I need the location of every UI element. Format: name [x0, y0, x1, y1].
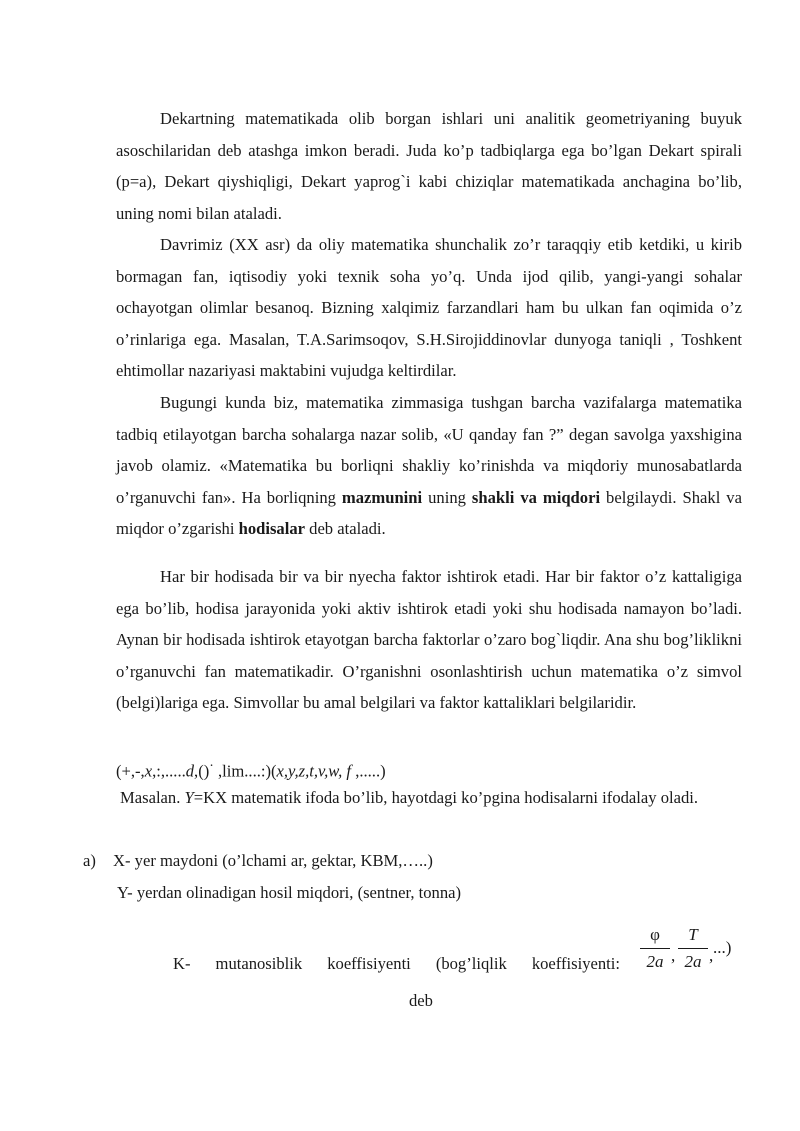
word-deb: deb: [409, 991, 433, 1010]
symbol-text: ,:,.....: [152, 761, 186, 781]
paragraph-text: uning: [422, 487, 472, 507]
fraction-denominator: 2a: [646, 952, 664, 971]
fraction-numerator: T: [688, 925, 698, 944]
bold-term-mazmunini: mazmunini: [341, 487, 423, 507]
paragraph-hodisa: Har bir hodisada bir va bir nyecha faktor ishtirok etadi. Har bir faktor o’z kattaligiga ega bo’lib, hodisa jarayonida yoki aktiv ishtirok etadi yoki shu hodisada namayon bo’ladi. Aynan bir hodisada ishtirok etayotgan barcha faktorlar o’zaro bog`liqdir. Ana shu bog’liklikni o’rganuvchi fan matematikadir. O’rganishni osonlashtirish uchun matematika o’z simvol (belgi)lariga ega. Simvollar bu amal belgilari va faktor kattaliklari belgilaridir.: [116, 567, 742, 713]
symbol-text: ,(): [194, 761, 210, 781]
formula-comma: ,: [709, 946, 714, 965]
symbol-text: ,.....): [351, 761, 386, 781]
paragraph-bugungi: [116, 387, 742, 545]
fraction-t: [678, 924, 708, 973]
fraction-numerator: φ: [650, 925, 660, 944]
symbol-text: x,y,z,t,v,w, f: [276, 761, 352, 781]
symbol-text: x: [144, 761, 153, 781]
paragraph-text: Masalan.: [120, 788, 185, 807]
list-item-y: Y- yerdan olinadigan hosil miqdori, (sentner, tonna): [117, 883, 462, 902]
paragraph-text: Bugungi kunda biz, matematika zimmasiga tushgan barcha vazifalarga matematika tadbiq etilayotgan barcha sohalarga nazar solib, «U qanday fan ?” degan savolga yaxshigina javob olamiz. «Matematika bu borliqni shakliy ko’rinishda va miqdoriy munosabatlarda o’rganuvchi fan». Ha borliqning: [116, 393, 742, 507]
paragraph-text: belgilaydi. Shakl va miqdor o’zgarishi: [116, 487, 742, 539]
fraction-bar: [678, 948, 708, 949]
list-item-text: X- yer maydoni (o’lchami ar, gektar, KBM,…..): [113, 851, 433, 870]
symbol-text: d: [185, 761, 195, 781]
fraction-phi: [640, 924, 670, 973]
bold-term-shakli-miqdori: shakli va miqdori: [471, 487, 601, 507]
bold-term-hodisalar: hodisalar: [238, 519, 305, 539]
paragraph-text: deb ataladi.: [305, 519, 386, 539]
paragraph-dekart: Dekartning matematikada olib borgan ishlari uni analitik geometriyaning buyuk asoschilaridan deb atashga imkon beradi. Juda ko’p tadbiqlarga ega bo’lgan Dekart spirali (p=a), Dekart qiyshiqligi, Dekart yaprog`i kabi chiziqlar matematikada anchagina bo’lib, uning nomi bilan ataladi.: [116, 109, 742, 223]
fraction-bar: [640, 948, 670, 949]
symbol-text: ·: [209, 758, 214, 773]
fraction-denominator: 2a: [684, 952, 702, 971]
list-item-x: [83, 845, 433, 877]
formula-comma: ,: [671, 946, 676, 965]
list-item-k: K- mutanosiblik koeffisiyenti (bog’liqlik koeffisiyenti:: [173, 954, 620, 973]
symbol-text: ,lim....:)(: [213, 761, 277, 781]
paragraph-masalan: [116, 782, 742, 814]
list-marker: a): [83, 851, 96, 870]
paragraph-text: =KX matematik ifoda bo’lib, hayotdagi ko’pgina hodisalarni ifodalay oladi.: [193, 788, 699, 807]
variable-y: Y: [184, 788, 194, 807]
paragraph-davrimiz: Davrimiz (XX asr) da oliy matematika shunchalik zo’r taraqqiy etib ketdiki, u kirib bormagan fan, iqtisodiy yoki texnik soha yo’q. Unda ijod qilib, yangi-yangi sohalar ochayotgan olimlar besanoq. Bizning xalqimiz farzandlari ham bu ulkan fan oqimida o’z o’rinlariga ega. Masalan, T.A.Sarimsoqov, S.H.Sirojiddinovlar dunyoga taniqli , Toshkent ehtimollar nazariyasi maktabini vujudga keltirdilar.: [116, 235, 742, 381]
symbol-text: (+,-,: [116, 761, 145, 781]
formula-ellipsis: ...): [713, 938, 732, 957]
